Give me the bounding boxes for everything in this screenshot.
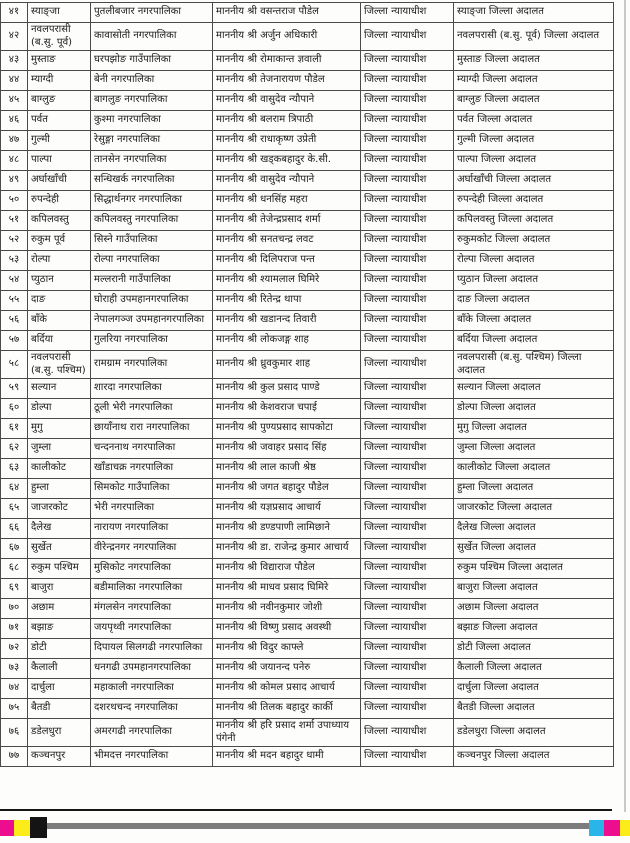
municipality-cell: अमरगढी नगरपालिका — [91, 719, 213, 747]
court-cell: गुल्मी जिल्ला अदालत — [454, 131, 614, 151]
court-cell: स्याङ्जा जिल्ला अदालत — [454, 3, 614, 23]
position-cell: जिल्ला न्यायाधीश — [361, 459, 454, 479]
serial-cell: ६८ — [1, 559, 28, 579]
district-cell: मुगु — [28, 419, 91, 439]
registration-square-magenta-left — [0, 820, 14, 836]
table-row — [1, 231, 614, 251]
position-cell: जिल्ला न्यायाधीश — [361, 23, 454, 51]
district-cell: मुस्ताङ — [28, 51, 91, 71]
judge-cell: माननीय श्री जवाहर प्रसाद सिंह — [213, 439, 361, 459]
court-cell: दार्चुला जिल्ला अदालत — [454, 679, 614, 699]
judge-cell: माननीय श्री सनतचन्द्र लवट — [213, 231, 361, 251]
serial-cell: ६६ — [1, 519, 28, 539]
municipality-cell: बडीमालिका नगरपालिका — [91, 579, 213, 599]
municipality-cell: बेनी नगरपालिका — [91, 71, 213, 91]
serial-cell: ४२ — [1, 23, 28, 51]
municipality-cell: मल्लरानी गाउँपालिका — [91, 271, 213, 291]
district-cell: म्याग्दी — [28, 71, 91, 91]
court-cell: अछाम जिल्ला अदालत — [454, 599, 614, 619]
municipality-cell: भीमदत्त नगरपालिका — [91, 747, 213, 767]
judge-cell: माननीय श्री ध्रुवकुमार शाह — [213, 351, 361, 379]
district-cell: बाजुरा — [28, 579, 91, 599]
judge-cell: माननीय श्री कोमल प्रसाद आचार्य — [213, 679, 361, 699]
serial-cell: ६५ — [1, 499, 28, 519]
district-cell: स्याङ्जा — [28, 3, 91, 23]
table-row — [1, 659, 614, 679]
table-row — [1, 459, 614, 479]
position-cell: जिल्ला न्यायाधीश — [361, 111, 454, 131]
municipality-cell: कपिलवस्तु नगरपालिका — [91, 211, 213, 231]
serial-cell: ६१ — [1, 419, 28, 439]
judge-cell: माननीय श्री विद्याराज पौडेल — [213, 559, 361, 579]
judge-cell: माननीय श्री डा. राजेन्द्र कुमार आचार्य — [213, 539, 361, 559]
district-cell: जुम्ला — [28, 439, 91, 459]
court-cell: मुस्ताङ जिल्ला अदालत — [454, 51, 614, 71]
district-cell: पाल्पा — [28, 151, 91, 171]
table-row — [1, 559, 614, 579]
position-cell: जिल्ला न्यायाधीश — [361, 71, 454, 91]
municipality-cell: नेपालगञ्ज उपमहानगरपालिका — [91, 311, 213, 331]
court-cell: मुगु जिल्ला अदालत — [454, 419, 614, 439]
municipality-cell: घरपझोङ गाउँपालिका — [91, 51, 213, 71]
serial-cell: ७६ — [1, 719, 28, 747]
court-cell: जाजरकोट जिल्ला अदालत — [454, 499, 614, 519]
judge-cell: माननीय श्री जयानन्द पनेरु — [213, 659, 361, 679]
court-cell: दाङ जिल्ला अदालत — [454, 291, 614, 311]
position-cell: जिल्ला न्यायाधीश — [361, 419, 454, 439]
position-cell: जिल्ला न्यायाधीश — [361, 191, 454, 211]
position-cell: जिल्ला न्यायाधीश — [361, 539, 454, 559]
serial-cell: ४९ — [1, 171, 28, 191]
judges-table — [0, 2, 614, 767]
table-row — [1, 331, 614, 351]
judge-cell: माननीय श्री तिलक बहादुर कार्की — [213, 699, 361, 719]
district-cell: कञ्चनपुर — [28, 747, 91, 767]
district-cell: सल्यान — [28, 379, 91, 399]
position-cell: जिल्ला न्यायाधीश — [361, 719, 454, 747]
court-cell: अर्घाखाँची जिल्ला अदालत — [454, 171, 614, 191]
registration-square-black — [30, 817, 47, 838]
table-row — [1, 579, 614, 599]
municipality-cell: सिस्ने गाउँपालिका — [91, 231, 213, 251]
position-cell: जिल्ला न्यायाधीश — [361, 51, 454, 71]
court-cell: नवलपरासी (ब.सु. पश्चिम) जिल्ला अदालत — [454, 351, 614, 379]
registration-gray-bar — [47, 823, 589, 829]
serial-cell: ४३ — [1, 51, 28, 71]
district-cell: डडेलधुरा — [28, 719, 91, 747]
judges-table-body — [1, 3, 614, 767]
position-cell: जिल्ला न्यायाधीश — [361, 499, 454, 519]
serial-cell: ५० — [1, 191, 28, 211]
position-cell: जिल्ला न्यायाधीश — [361, 311, 454, 331]
court-cell: बाग्लुङ जिल्ला अदालत — [454, 91, 614, 111]
municipality-cell: सन्धिखर्क नगरपालिका — [91, 171, 213, 191]
district-cell: अछाम — [28, 599, 91, 619]
table-row — [1, 91, 614, 111]
judge-cell: माननीय श्री कुल प्रसाद पाण्डे — [213, 379, 361, 399]
court-cell: कञ्चनपुर जिल्ला अदालत — [454, 747, 614, 767]
position-cell: जिल्ला न्यायाधीश — [361, 91, 454, 111]
position-cell: जिल्ला न्यायाधीश — [361, 747, 454, 767]
judge-cell: माननीय श्री राधाकृष्ण उप्रेती — [213, 131, 361, 151]
municipality-cell: जयपृथ्वी नगरपालिका — [91, 619, 213, 639]
serial-cell: ५८ — [1, 351, 28, 379]
position-cell: जिल्ला न्यायाधीश — [361, 599, 454, 619]
position-cell: जिल्ला न्यायाधीश — [361, 351, 454, 379]
judge-cell: माननीय श्री केशवराज चपाई — [213, 399, 361, 419]
serial-cell: ६७ — [1, 539, 28, 559]
district-cell: जाजरकोट — [28, 499, 91, 519]
judge-cell: माननीय श्री विष्णु प्रसाद अवस्थी — [213, 619, 361, 639]
court-cell: दैलेख जिल्ला अदालत — [454, 519, 614, 539]
page-edge-line — [624, 0, 626, 812]
table-row — [1, 3, 614, 23]
municipality-cell: महाकाली नगरपालिका — [91, 679, 213, 699]
municipality-cell: ठूली भेरी नगरपालिका — [91, 399, 213, 419]
municipality-cell: खाँडाचक्र नगरपालिका — [91, 459, 213, 479]
judge-cell: माननीय श्री यज्ञप्रसाद आचार्य — [213, 499, 361, 519]
serial-cell: ५५ — [1, 291, 28, 311]
district-cell: बाँके — [28, 311, 91, 331]
table-row — [1, 211, 614, 231]
district-cell: रुपन्देही — [28, 191, 91, 211]
serial-cell: ४१ — [1, 3, 28, 23]
table-row — [1, 251, 614, 271]
judge-cell: माननीय श्री धनसिंह महरा — [213, 191, 361, 211]
district-cell: कपिलवस्तु — [28, 211, 91, 231]
judge-cell: माननीय श्री वासुदेव न्यौपाने — [213, 91, 361, 111]
municipality-cell: धनगढी उपमहानगरपालिका — [91, 659, 213, 679]
position-cell: जिल्ला न्यायाधीश — [361, 271, 454, 291]
court-cell: बाजुरा जिल्ला अदालत — [454, 579, 614, 599]
district-cell: बर्दिया — [28, 331, 91, 351]
serial-cell: ४६ — [1, 111, 28, 131]
position-cell: जिल्ला न्यायाधीश — [361, 579, 454, 599]
municipality-cell: भेरी नगरपालिका — [91, 499, 213, 519]
judge-cell: माननीय श्री रोमाकान्त ज्ञवाली — [213, 51, 361, 71]
position-cell: जिल्ला न्यायाधीश — [361, 399, 454, 419]
court-cell: डोल्पा जिल्ला अदालत — [454, 399, 614, 419]
position-cell: जिल्ला न्यायाधीश — [361, 211, 454, 231]
municipality-cell: मुसिकोट नगरपालिका — [91, 559, 213, 579]
municipality-cell: चन्दननाथ नगरपालिका — [91, 439, 213, 459]
judge-cell: माननीय श्री तेजनारायण पौडेल — [213, 71, 361, 91]
judge-cell: माननीय श्री नवीनकुमार जोशी — [213, 599, 361, 619]
court-cell: प्युठान जिल्ला अदालत — [454, 271, 614, 291]
table-row — [1, 191, 614, 211]
table-row — [1, 747, 614, 767]
municipality-cell: रोल्पा नगरपालिका — [91, 251, 213, 271]
serial-cell: ४७ — [1, 131, 28, 151]
table-row — [1, 111, 614, 131]
court-cell: रुकुमकोट जिल्ला अदालत — [454, 231, 614, 251]
serial-cell: ७१ — [1, 619, 28, 639]
table-row — [1, 399, 614, 419]
district-cell: नवलपरासी (ब.सु. पूर्व) — [28, 23, 91, 51]
municipality-cell: कुश्मा नगरपालिका — [91, 111, 213, 131]
judge-cell: माननीय श्री डण्डपाणी लामिछाने — [213, 519, 361, 539]
table-row — [1, 351, 614, 379]
position-cell: जिल्ला न्यायाधीश — [361, 519, 454, 539]
court-cell: डडेलधुरा जिल्ला अदालत — [454, 719, 614, 747]
district-cell: डोल्पा — [28, 399, 91, 419]
judge-cell: माननीय श्री जगत बहादुर पौडेल — [213, 479, 361, 499]
district-cell: बाग्लुङ — [28, 91, 91, 111]
table-row — [1, 519, 614, 539]
registration-square-cyan-right — [589, 820, 604, 836]
judge-cell: माननीय श्री खड्कबहादुर के.सी. — [213, 151, 361, 171]
municipality-cell: वीरेन्द्रनगर नगरपालिका — [91, 539, 213, 559]
court-cell: सुर्खेत जिल्ला अदालत — [454, 539, 614, 559]
serial-cell: ५९ — [1, 379, 28, 399]
table-row — [1, 71, 614, 91]
serial-cell: ५३ — [1, 251, 28, 271]
court-cell: बाँके जिल्ला अदालत — [454, 311, 614, 331]
district-cell: दाङ — [28, 291, 91, 311]
serial-cell: ४४ — [1, 71, 28, 91]
municipality-cell: कावासोती नगरपालिका — [91, 23, 213, 51]
table-row — [1, 131, 614, 151]
position-cell: जिल्ला न्यायाधीश — [361, 659, 454, 679]
judge-cell: माननीय श्री वसन्तराज पौडेल — [213, 3, 361, 23]
court-cell: बैतडी जिल्ला अदालत — [454, 699, 614, 719]
serial-cell: ५१ — [1, 211, 28, 231]
position-cell: जिल्ला न्यायाधीश — [361, 291, 454, 311]
court-cell: बर्दिया जिल्ला अदालत — [454, 331, 614, 351]
judge-cell: माननीय श्री हरि प्रसाद शर्मा उपाध्याय पंगेनी — [213, 719, 361, 747]
municipality-cell: तानसेन नगरपालिका — [91, 151, 213, 171]
table-row — [1, 439, 614, 459]
table-row — [1, 719, 614, 747]
court-cell: सल्यान जिल्ला अदालत — [454, 379, 614, 399]
judge-cell: माननीय श्री पुण्यप्रसाद सापकोटा — [213, 419, 361, 439]
municipality-cell: सिद्धार्थनगर नगरपालिका — [91, 191, 213, 211]
judge-cell: माननीय श्री खडानन्द तिवारी — [213, 311, 361, 331]
municipality-cell: बागलुङ नगरपालिका — [91, 91, 213, 111]
municipality-cell: नारायण नगरपालिका — [91, 519, 213, 539]
district-cell: रुकुम पश्चिम — [28, 559, 91, 579]
serial-cell: ६० — [1, 399, 28, 419]
serial-cell: ७५ — [1, 699, 28, 719]
district-cell: डोटी — [28, 639, 91, 659]
judge-cell: माननीय श्री श्यामलाल घिमिरे — [213, 271, 361, 291]
municipality-cell: घोराही उपमहानगरपालिका — [91, 291, 213, 311]
serial-cell: ६२ — [1, 439, 28, 459]
court-cell: रुपन्देही जिल्ला अदालत — [454, 191, 614, 211]
table-row — [1, 699, 614, 719]
court-cell: कपिलवस्तु जिल्ला अदालत — [454, 211, 614, 231]
table-row — [1, 639, 614, 659]
position-cell: जिल्ला न्यायाधीश — [361, 379, 454, 399]
judge-cell: माननीय श्री रितेन्द्र थापा — [213, 291, 361, 311]
position-cell: जिल्ला न्यायाधीश — [361, 699, 454, 719]
judges-table-container — [0, 2, 616, 806]
table-row — [1, 679, 614, 699]
judge-cell: माननीय श्री वासुदेव न्यौपाने — [213, 171, 361, 191]
municipality-cell: सिमकोट गाउँपालिका — [91, 479, 213, 499]
position-cell: जिल्ला न्यायाधीश — [361, 639, 454, 659]
position-cell: जिल्ला न्यायाधीश — [361, 619, 454, 639]
serial-cell: ६३ — [1, 459, 28, 479]
position-cell: जिल्ला न्यायाधीश — [361, 559, 454, 579]
bottom-separator-line — [0, 809, 612, 811]
municipality-cell: दशरथचन्द नगरपालिका — [91, 699, 213, 719]
municipality-cell: रेसुङ्गा नगरपालिका — [91, 131, 213, 151]
district-cell: कैलाली — [28, 659, 91, 679]
serial-cell: ७४ — [1, 679, 28, 699]
municipality-cell: रामग्राम नगरपालिका — [91, 351, 213, 379]
municipality-cell: गुलरिया नगरपालिका — [91, 331, 213, 351]
court-cell: म्याग्दी जिल्ला अदालत — [454, 71, 614, 91]
court-cell: कैलाली जिल्ला अदालत — [454, 659, 614, 679]
table-row — [1, 499, 614, 519]
registration-square-magenta-right — [604, 820, 620, 836]
serial-cell: ७७ — [1, 747, 28, 767]
court-cell: बझाङ जिल्ला अदालत — [454, 619, 614, 639]
court-cell: जुम्ला जिल्ला अदालत — [454, 439, 614, 459]
judge-cell: माननीय श्री विदुर काफ्ले — [213, 639, 361, 659]
district-cell: प्युठान — [28, 271, 91, 291]
table-row — [1, 619, 614, 639]
table-row — [1, 151, 614, 171]
serial-cell: ६९ — [1, 579, 28, 599]
serial-cell: ४५ — [1, 91, 28, 111]
serial-cell: ७३ — [1, 659, 28, 679]
serial-cell: ६४ — [1, 479, 28, 499]
district-cell: नवलपरासी (ब.सु. पश्चिम) — [28, 351, 91, 379]
judge-cell: माननीय श्री लोकजङ्ग शाह — [213, 331, 361, 351]
district-cell: कालीकोट — [28, 459, 91, 479]
court-cell: रोल्पा जिल्ला अदालत — [454, 251, 614, 271]
position-cell: जिल्ला न्यायाधीश — [361, 251, 454, 271]
table-row — [1, 419, 614, 439]
position-cell: जिल्ला न्यायाधीश — [361, 131, 454, 151]
registration-square-yellow-right — [620, 820, 630, 836]
municipality-cell: शारदा नगरपालिका — [91, 379, 213, 399]
judge-cell: माननीय श्री माधव प्रसाद घिमिरे — [213, 579, 361, 599]
position-cell: जिल्ला न्यायाधीश — [361, 479, 454, 499]
position-cell: जिल्ला न्यायाधीश — [361, 439, 454, 459]
district-cell: गुल्मी — [28, 131, 91, 151]
judge-cell: माननीय श्री मदन बहादुर धामी — [213, 747, 361, 767]
table-row — [1, 271, 614, 291]
serial-cell: ७२ — [1, 639, 28, 659]
district-cell: हुम्ला — [28, 479, 91, 499]
serial-cell: ७० — [1, 599, 28, 619]
table-row — [1, 379, 614, 399]
table-row — [1, 171, 614, 191]
district-cell: बझाङ — [28, 619, 91, 639]
court-cell: पाल्पा जिल्ला अदालत — [454, 151, 614, 171]
table-row — [1, 539, 614, 559]
position-cell: जिल्ला न्यायाधीश — [361, 3, 454, 23]
court-cell: हुम्ला जिल्ला अदालत — [454, 479, 614, 499]
position-cell: जिल्ला न्यायाधीश — [361, 151, 454, 171]
position-cell: जिल्ला न्यायाधीश — [361, 231, 454, 251]
municipality-cell: पुतलीबजार नगरपालिका — [91, 3, 213, 23]
court-cell: रुकुम पश्चिम जिल्ला अदालत — [454, 559, 614, 579]
district-cell: रुकुम पूर्व — [28, 231, 91, 251]
municipality-cell: दिपायल सिलगढी नगरपालिका — [91, 639, 213, 659]
registration-square-yellow-left — [14, 820, 30, 836]
position-cell: जिल्ला न्यायाधीश — [361, 171, 454, 191]
district-cell: रोल्पा — [28, 251, 91, 271]
municipality-cell: छायाँनाथ रारा नगरपालिका — [91, 419, 213, 439]
judge-cell: माननीय श्री अर्जुन अधिकारी — [213, 23, 361, 51]
court-cell: कालीकोट जिल्ला अदालत — [454, 459, 614, 479]
district-cell: पर्वत — [28, 111, 91, 131]
table-row — [1, 51, 614, 71]
position-cell: जिल्ला न्यायाधीश — [361, 679, 454, 699]
judge-cell: माननीय श्री लाल काजी श्रेष्ठ — [213, 459, 361, 479]
serial-cell: ५४ — [1, 271, 28, 291]
district-cell: अर्घाखाँची — [28, 171, 91, 191]
district-cell: दैलेख — [28, 519, 91, 539]
judge-cell: माननीय श्री तेजेन्द्रप्रसाद शर्मा — [213, 211, 361, 231]
serial-cell: ५६ — [1, 311, 28, 331]
municipality-cell: मंगलसेन नगरपालिका — [91, 599, 213, 619]
table-row — [1, 599, 614, 619]
serial-cell: ४८ — [1, 151, 28, 171]
district-cell: दार्चुला — [28, 679, 91, 699]
serial-cell: ५२ — [1, 231, 28, 251]
serial-cell: ५७ — [1, 331, 28, 351]
position-cell: जिल्ला न्यायाधीश — [361, 331, 454, 351]
table-row — [1, 479, 614, 499]
table-row — [1, 311, 614, 331]
court-cell: पर्वत जिल्ला अदालत — [454, 111, 614, 131]
district-cell: सुर्खेत — [28, 539, 91, 559]
judge-cell: माननीय श्री दिलिपराज पन्त — [213, 251, 361, 271]
court-cell: नवलपरासी (ब.सु. पूर्व) जिल्ला अदालत — [454, 23, 614, 51]
court-cell: डोटी जिल्ला अदालत — [454, 639, 614, 659]
table-row — [1, 291, 614, 311]
judge-cell: माननीय श्री बलराम त्रिपाठी — [213, 111, 361, 131]
table-row — [1, 23, 614, 51]
district-cell: बैतडी — [28, 699, 91, 719]
